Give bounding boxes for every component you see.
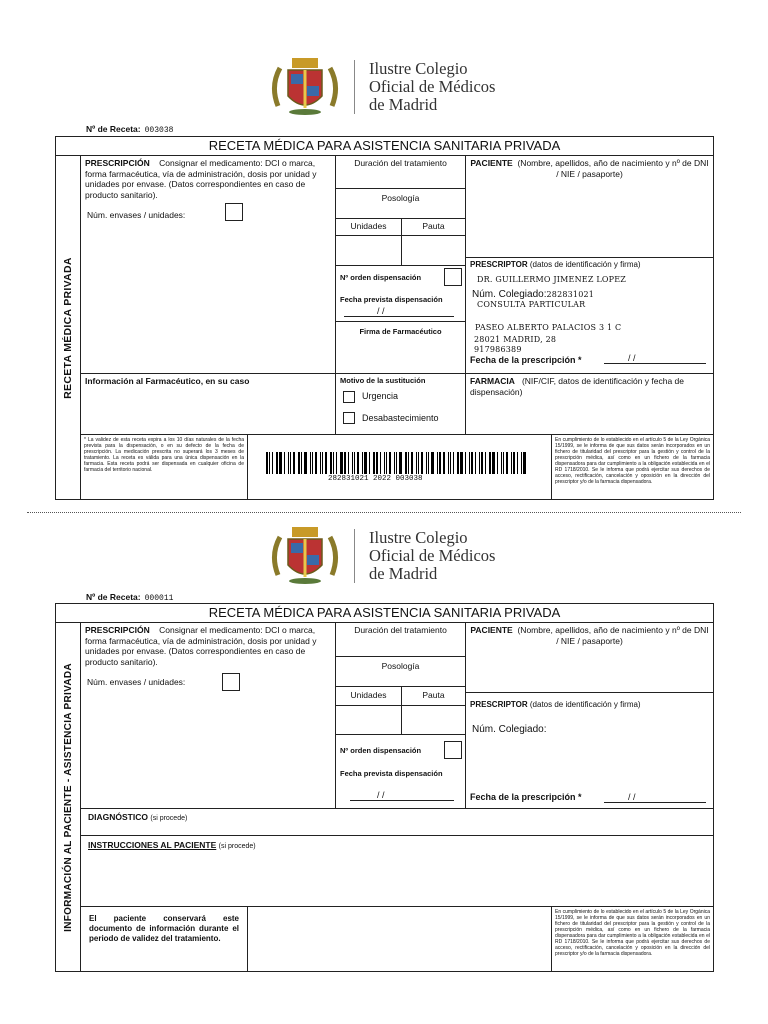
barcode-bar [405,452,407,474]
envases-checkbox-2[interactable] [222,673,240,691]
barcode-bar [521,452,522,474]
colegiado: Núm. Colegiado:282831021 [472,289,595,300]
barcode-bar [312,452,313,474]
barcode-bar [428,452,429,474]
barcode-bar [485,452,486,474]
logo-text: Ilustre Colegio Oficial de Médicos de Madrid [354,529,495,583]
barcode-bar [431,452,434,474]
colegio-logo [268,56,495,118]
barcode-bar [411,452,413,474]
barcode-bar [373,452,375,474]
firma-farmaceutico-box: Firma de Farmacéutico [335,321,466,374]
barcode-number: 282831021 2022 003038 [328,475,423,483]
barcode-bar [348,452,349,474]
barcode-bar [384,452,385,474]
fecha-prevista-separators-2: / / [377,790,385,800]
doctor-name: DR. GUILLERMO JIMENEZ LOPEZ [477,275,626,284]
barcode-bar [298,452,300,474]
barcode-bar [523,452,526,474]
receta-number: Nº de Receta: 003038 [86,124,174,135]
barcode-bar [437,452,438,474]
barcode-bar [288,452,289,474]
barcode-bar [471,452,473,474]
barcode-bar [426,452,427,474]
barcode-bar [325,452,327,474]
barcode-bar [369,452,370,474]
barcode-bar [284,452,285,474]
desabastecimiento-checkbox[interactable] [343,412,355,424]
legal-note: En cumplimiento de lo establecido en el artículo 5 de la Ley Orgánica 15/1999, se le informa de que sus datos serán incorporados en un fichero de titularidad del prescriptor para la gestión y control de la prescripción médica, así como en un fichero de la farmacia dispensadora para dar cumplimiento a la obligación establecida en el RD 1718/2010. Se le informa que podrá ejercitar sus derechos de acceso, rectificación, cancelación y oposición en la dirección del prescriptor y/o de la farmacia dispensadora. [551,434,714,500]
barcode-bar [453,452,454,474]
barcode-bar [301,452,302,474]
unidades-value-2[interactable] [335,705,402,735]
barcode-bar [492,452,495,474]
barcode-bar [394,452,395,474]
fecha-prevista-separators: / / [377,306,385,316]
barcode-bar [448,452,449,474]
barcode-bar [279,452,282,474]
orden-checkbox[interactable] [444,268,462,286]
barcode-bar [266,452,268,474]
farmacia-box: FARMACIA (NIF/CIF, datos de identificación y fecha de dispensación) [465,373,714,435]
motivo-sustitucion-box: Motivo de la sustitución [335,373,466,435]
orden-dispensacion-box: Nº orden dispensación Fecha prevista dispensación [335,265,466,322]
barcode-bar [386,452,387,474]
barcode-bar [450,452,451,474]
fecha-prevista-line-2[interactable] [350,800,454,801]
prescripcion-box-2: PRESCRIPCIÓN Consignar el medicamento: DCI o marca, forma farmacéutica, vía de administración, dosis por unidad y unidades por envase. (Datos correspondientes en caso de producto sanitario). Núm. envases / unidades: [80,622,336,809]
barcode [266,452,532,474]
prescriptor-box-2: PRESCRIPTOR (datos de identificación y firma) Núm. Colegiado: [465,692,714,809]
address-line-1: PASEO ALBERTO PALACIOS 3 1 C [475,323,622,332]
pauta-value[interactable] [401,235,466,266]
barcode-bar [421,452,423,474]
colegio-logo-2 [268,525,495,587]
barcode-bar [272,452,273,474]
barcode-bar [457,452,459,474]
barcode-bar [506,452,508,474]
barcode-bar [465,452,466,474]
prescriptor-box: PRESCRIPTOR (datos de identificación y firma) [465,257,714,374]
barcode-bar [380,452,381,474]
unidades-header-2: Unidades [335,686,402,706]
barcode-bar [479,452,480,474]
logo-text: Ilustre Colegio Oficial de Médicos de Madrid [354,60,495,114]
barcode-bar [304,452,307,474]
barcode-bar [418,452,419,474]
barcode-bar [481,452,483,474]
fecha-prescripcion-label: Fecha de la prescripción * [470,355,582,365]
cut-line [27,512,741,513]
receta-number-2: Nº de Receta: 000011 [86,592,174,603]
urgencia-checkbox[interactable] [343,391,355,403]
barcode-bar [489,452,491,474]
barcode-bar [322,452,323,474]
urgencia-label: Urgencia [362,391,399,401]
barcode-bar [503,452,504,474]
barcode-bar [333,452,334,474]
barcode-bar [517,452,518,474]
pauta-value-2[interactable] [401,705,466,735]
form-title-2: RECETA MÉDICA PARA ASISTENCIA SANITARIA PRIVADA [55,603,714,623]
envases-label: Núm. envases / unidades: [87,677,186,687]
paciente-box-2: PACIENTE (Nombre, apellidos, año de nacimiento y nº de DNI / NIE / pasaporte) [465,622,714,693]
envases-label: Núm. envases / unidades: [87,210,186,220]
posologia-box-2: Posología [335,656,466,687]
duracion-box-2: Duración del tratamiento [335,622,466,657]
side-label: RECETA MÉDICA PRIVADA [55,155,81,500]
barcode-bar [354,452,355,474]
conservar-note: El paciente conservará este documento de información durante el periodo de validez del tratamiento. [80,906,248,972]
desabastecimiento-label: Desabastecimiento [362,413,439,423]
barcode-bar [408,452,409,474]
info-farmaceutico-box: Información al Farmacéutico, en su caso [80,373,336,435]
barcode-bar [399,452,402,474]
unidades-header: Unidades [335,218,402,236]
barcode-bar [290,452,291,474]
diagnostico-box: DIAGNÓSTICO (si procede) [80,808,714,836]
duracion-box: Duración del tratamiento [335,155,466,189]
form-title: RECETA MÉDICA PARA ASISTENCIA SANITARIA PRIVADA [55,136,714,156]
fecha-prescripcion-line[interactable] [604,363,706,364]
barcode-bar [320,452,321,474]
barcode-bar [443,452,445,474]
barcode-bar [511,452,512,474]
envases-checkbox[interactable] [225,203,243,221]
fecha-prescripcion-separators-2: / / [628,792,636,802]
fecha-prevista-line[interactable] [344,316,454,317]
blank-box-2 [247,906,552,972]
address-line-2: 28021 MADRID, 28 [474,335,557,344]
barcode-bar [460,452,463,474]
barcode-bar [330,452,332,474]
barcode-bar [269,452,270,474]
barcode-bar [497,452,498,474]
barcode-bar [513,452,515,474]
barcode-bar [276,452,278,474]
fecha-prescripcion-separators: / / [628,353,636,363]
barcode-bar [315,452,317,474]
barcode-bar [376,452,378,474]
posologia-box: Posología [335,188,466,219]
paciente-box: PACIENTE (Nombre, apellidos, año de nacimiento y nº de DNI / NIE / pasaporte) [465,155,714,258]
orden-dispensacion-box-2: Nº orden dispensación Fecha prevista dispensación [335,734,466,809]
barcode-bar [336,452,337,474]
side-label-2: INFORMACIÓN AL PACIENTE - ASISTENCIA PRIVADA [55,622,81,972]
barcode-bar [416,452,417,474]
phone: 917986389 [474,345,522,354]
pauta-header: Pauta [401,218,466,236]
barcode-bar [344,452,346,474]
barcode-bar [364,452,367,474]
barcode-bar [310,452,311,474]
barcode-bar [501,452,502,474]
prescripcion-box: PRESCRIPCIÓN Consignar el medicamento: DCI o marca, forma farmacéutica, vía de administración, dosis por unidad y unidades por envase. (Datos correspondientes en caso de producto sanitario). Núm. envases / unidades: [80,155,336,374]
barcode-bar [340,452,343,474]
barcode-bar [352,452,353,474]
pauta-header-2: Pauta [401,686,466,706]
crest-icon [268,525,342,587]
barcode-bar [357,452,359,474]
instrucciones-box: INSTRUCCIONES AL PACIENTE (si procede) [80,835,714,907]
barcode-bar [389,452,391,474]
crest-icon [268,56,342,118]
fecha-prescripcion-line-2[interactable] [604,802,706,803]
barcode-bar [475,452,476,474]
legal-note-2: En cumplimiento de lo establecido en el artículo 5 de la Ley Orgánica 15/1999, se le informa de que sus datos serán incorporados en un fichero de titularidad del prescriptor para la gestión y control de la prescripción médica, así como en un fichero de la farmacia dispensadora para dar cumplimiento a la obligación establecida en el RD 1718/2010. Se le informa que podrá ejercitar sus derechos de acceso, rectificación, cancelación y oposición en la dirección del prescriptor y/o de la farmacia dispensadora. [551,906,714,972]
barcode-bar [439,452,441,474]
barcode-bar [469,452,470,474]
orden-checkbox-2[interactable] [444,741,462,759]
unidades-value[interactable] [335,235,402,266]
consulta: CONSULTA PARTICULAR [477,300,586,309]
barcode-bar [396,452,397,474]
barcode-bar [362,452,363,474]
fecha-prescripcion-label-2: Fecha de la prescripción * [470,792,582,802]
validez-note: * La validez de esta receta expira a los 10 días naturales de la fecha prevista para la dispensación, o en su defecto de la fecha de prescripción. La medicación prescrita no superará los 3 meses de tratamiento. La receta es válida para una única dispensación en la farmacia. Esta receta podrá ser dispensada en cualquier oficina de farmacia del territorio nacional. [80,434,248,500]
barcode-bar [293,452,295,474]
